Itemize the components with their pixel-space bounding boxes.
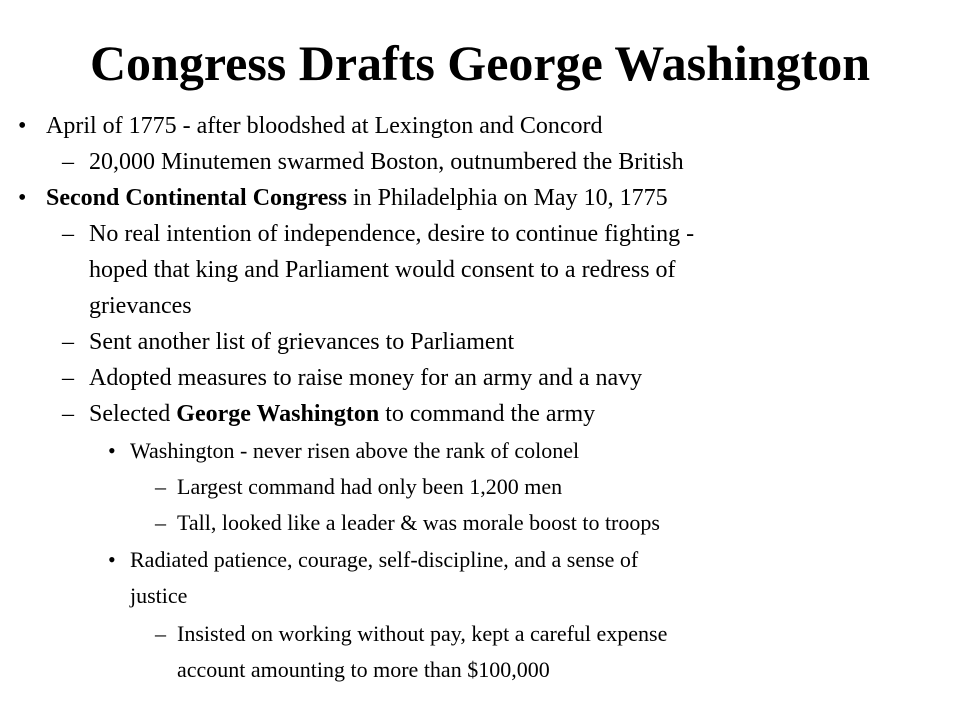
dash-marker: – [62,365,74,391]
sub-sub-sub-item: Tall, looked like a leader & was morale boost to troops [177,510,660,535]
sub-item: Adopted measures to raise money for an army and a navy [89,365,643,391]
dash-marker: – [62,221,74,247]
bullet-marker: • [18,113,27,139]
item-text: Selected [89,401,177,427]
sub-item-continuation: hoped that king and Parliament would consent to a redress of [89,257,676,283]
slide-title: Congress Drafts George Washington [89,35,871,91]
sub-item: 20,000 Minutemen swarmed Boston, outnumbered the British [89,149,684,175]
sub-sub-item-continuation: justice [130,583,188,608]
sub-sub-sub-item: Insisted on working without pay, kept a careful expense [177,621,668,646]
dash-marker: – [155,474,166,499]
emphasis-text: Second Continental Congress [46,185,347,211]
sub-sub-item: Washington - never risen above the rank of colonel [130,438,580,463]
sub-item-continuation: grievances [89,293,192,319]
sub-sub-item: Radiated patience, courage, self-discipline, and a sense of [130,547,639,572]
sub-sub-sub-item-continuation: account amounting to more than $100,000 [177,657,550,682]
sub-item [89,396,595,432]
dash-marker: – [62,149,74,175]
item-text: in Philadelphia on May 10, 1775 [346,185,668,211]
bullet-marker: • [108,547,116,572]
bullet-marker: • [108,438,116,463]
sub-item: No real intention of independence, desire to continue fighting - [89,221,695,247]
bullet-item [46,180,668,216]
bullet-item: April of 1775 - after bloodshed at Lexington and Concord [46,113,603,139]
sub-sub-sub-item: Largest command had only been 1,200 men [177,474,563,499]
item-text: to command the army [379,401,596,427]
dash-marker: – [155,621,166,646]
sub-item: Sent another list of grievances to Parliament [89,329,515,355]
dash-marker: – [62,401,74,427]
dash-marker: – [155,510,166,535]
dash-marker: – [62,329,74,355]
bullet-marker: • [18,185,27,211]
emphasis-text: George Washington [176,401,380,427]
